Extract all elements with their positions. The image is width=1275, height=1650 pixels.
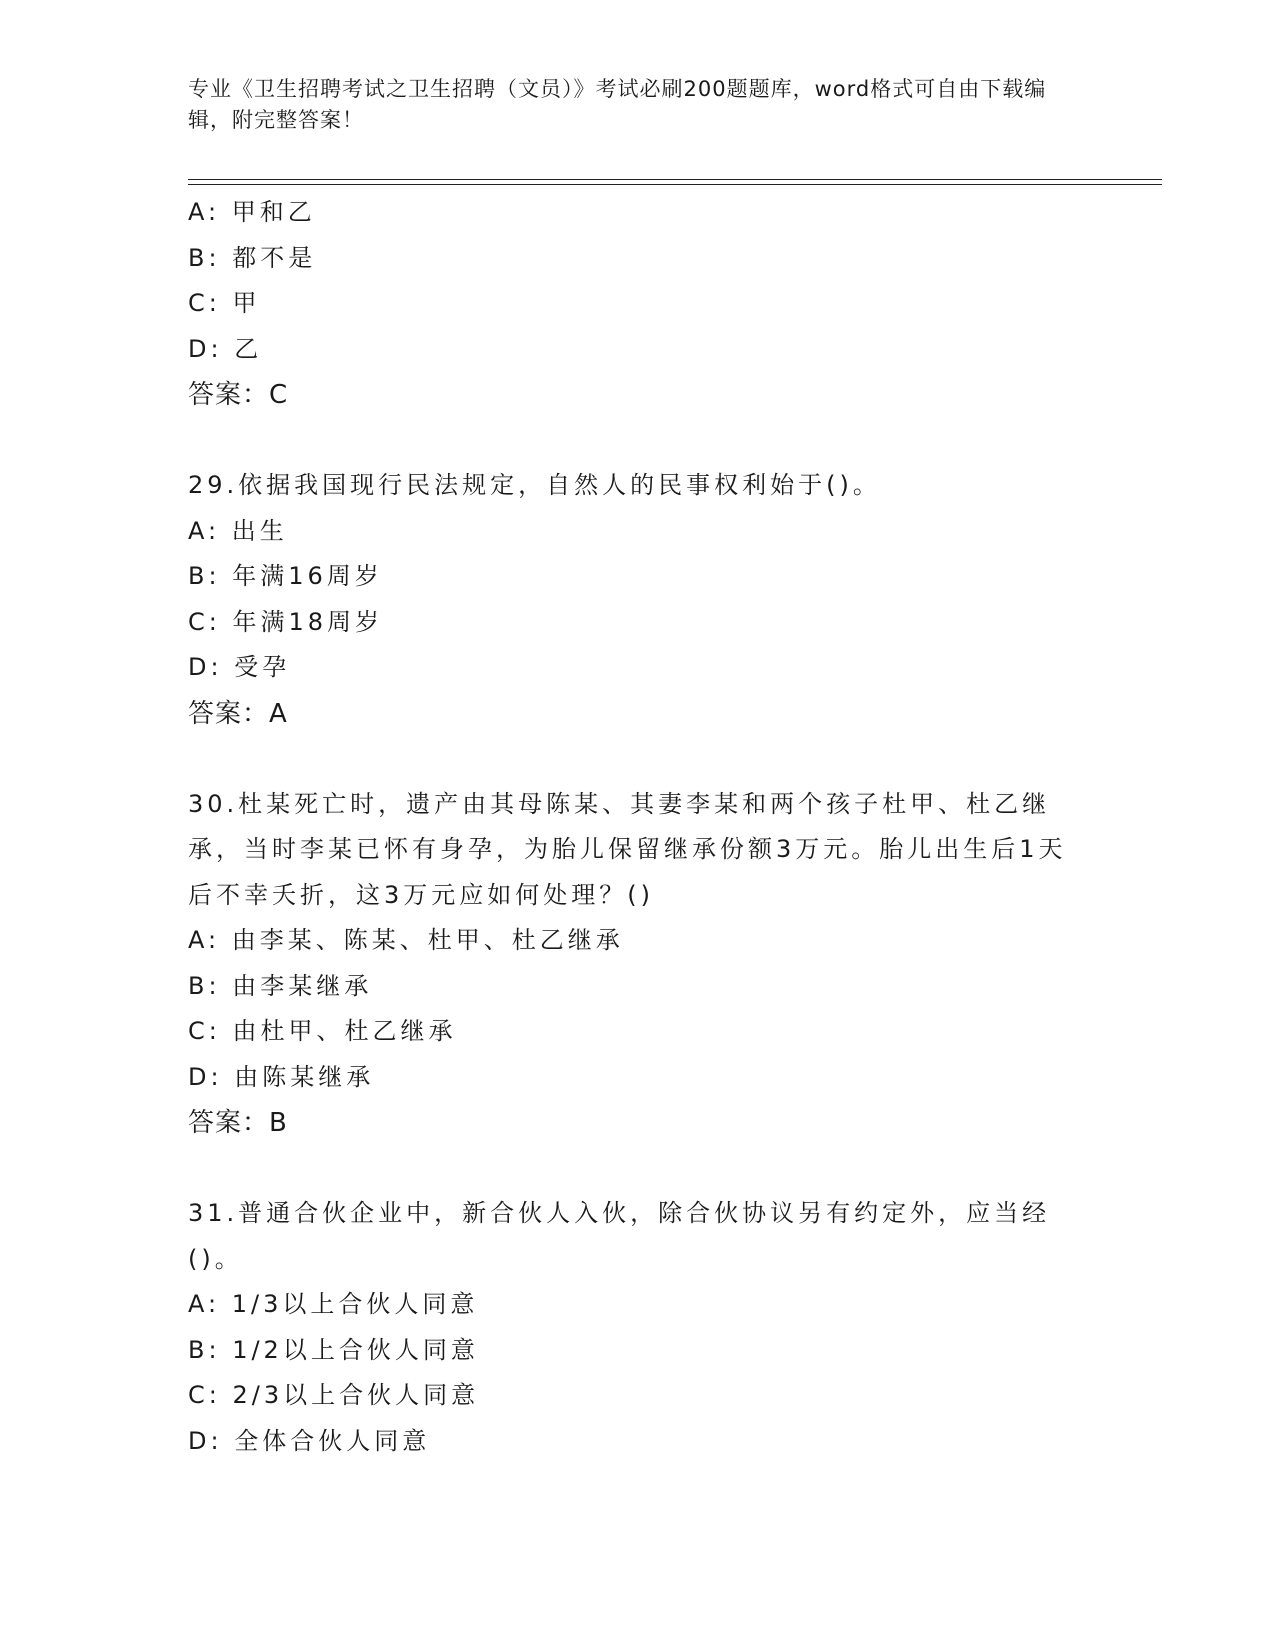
option-d: D: 全体合伙人同意 (188, 1426, 431, 1455)
option-c: C: 由杜甲、杜乙继承 (188, 1017, 457, 1045)
option-b: B: 1/2以上合伙人同意 (188, 1335, 479, 1364)
spacer (188, 737, 1088, 782)
option-d: D: 乙 (188, 334, 263, 363)
spacer (188, 418, 1088, 463)
option-c: C: 年满18周岁 (188, 607, 384, 636)
option-a: A: 1/3以上合伙人同意 (188, 1290, 479, 1318)
question-30 (188, 782, 1088, 1147)
question-31 (188, 1191, 1088, 1464)
option-c: C: 2/3以上合伙人同意 (188, 1381, 480, 1409)
question-29 (188, 463, 1088, 737)
document-header (188, 74, 1068, 136)
option-d: D: 由陈某继承 (188, 1062, 375, 1091)
header-rule-bottom (188, 184, 1162, 185)
option-d: D: 受孕 (188, 653, 291, 681)
prev-question-block (188, 190, 1088, 418)
header-text: 专业《卫生招聘考试之卫生招聘（文员）》考试必刷200题题库，word格式可自由下载编辑，附完整答案！ (188, 77, 1047, 132)
option-a: A: 甲和乙 (188, 198, 316, 226)
option-c: C: 甲 (188, 289, 261, 317)
option-a: A: 出生 (188, 516, 288, 545)
option-a: A: 由李某、陈某、杜甲、杜乙继承 (188, 926, 624, 954)
question-stem: 29.依据我国现行民法规定，自然人的民事权利始于()。 (188, 471, 881, 499)
question-stem: 30.杜某死亡时，遗产由其母陈某、其妻李某和两个孩子杜甲、杜乙继承，当时李某已怀有身孕，为胎儿保留继承份额3万元。胎儿出生后1天后不幸夭折，这3万元应如何处理？() (188, 789, 1067, 909)
spacer (188, 1146, 1088, 1191)
answer-line: 答案：A (188, 698, 288, 729)
option-b: B: 由李某继承 (188, 971, 373, 1000)
question-stem: 31.普通合伙企业中，新合伙人入伙，除合伙协议另有约定外，应当经()。 (188, 1199, 1051, 1273)
header-rule-top (188, 179, 1162, 180)
option-b: B: 都不是 (188, 243, 317, 272)
option-b: B: 年满16周岁 (188, 562, 383, 590)
answer-line: 答案：B (188, 1108, 288, 1138)
question-list (188, 190, 1088, 1464)
answer-line: 答案：C (188, 380, 289, 410)
